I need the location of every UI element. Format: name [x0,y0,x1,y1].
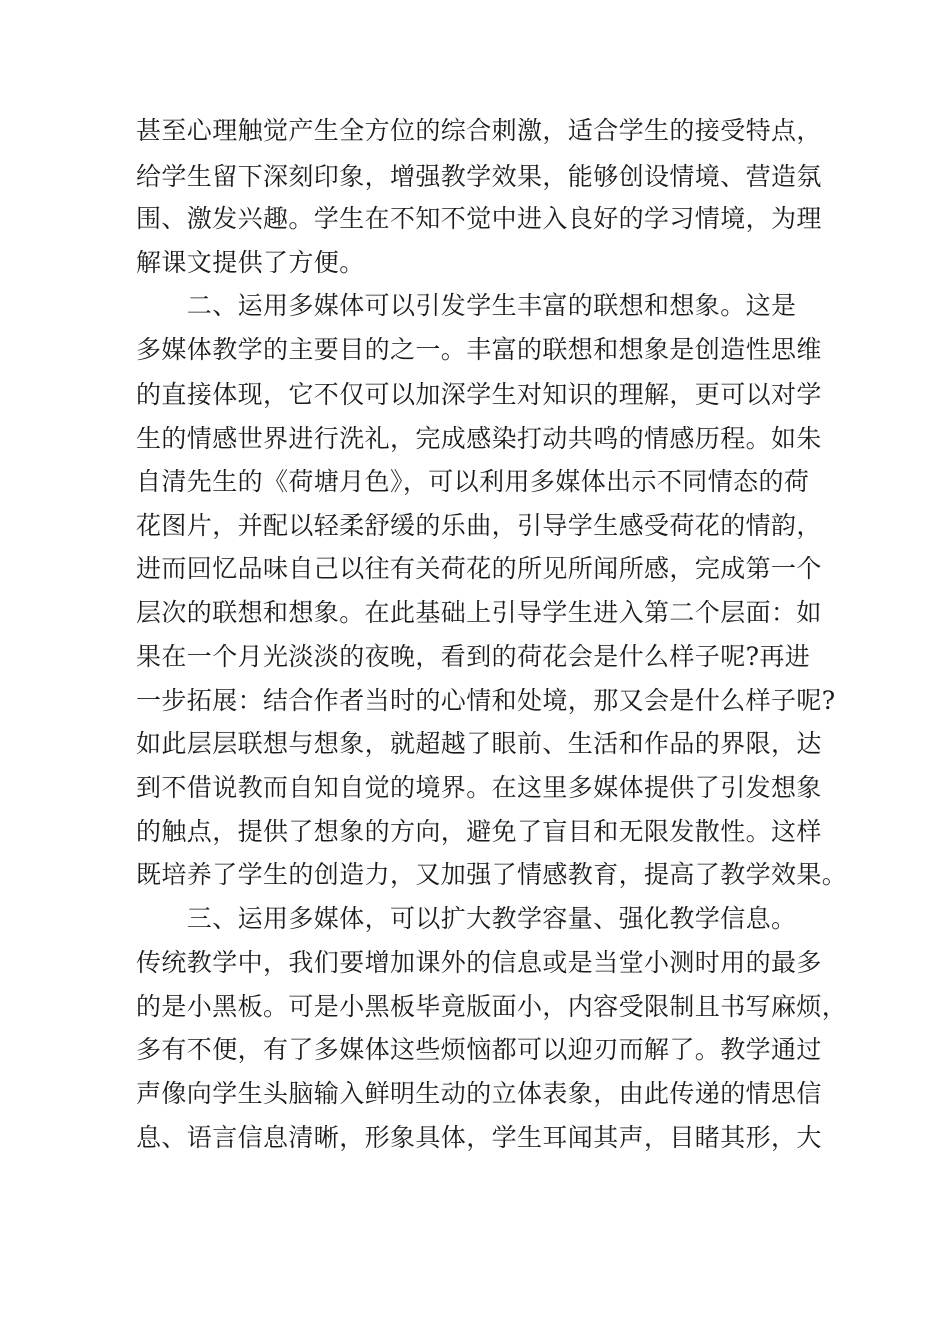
text-line: 的直接体现，它不仅可以加深学生对知识的理解，更可以对学 [136,380,822,409]
text-line: 如此层层联想与想象，就超越了眼前、生活和作品的界限，达 [136,729,822,758]
text-line: 到不借说教而自知自觉的境界。在这里多媒体提供了引发想象 [136,773,822,802]
text-line: 甚至心理触觉产生全方位的综合刺激，适合学生的接受特点， [136,116,822,145]
text-line: 多媒体教学的主要目的之一。丰富的联想和想象是创造性思维 [136,335,822,364]
text-line: 三、运用多媒体，可以扩大教学容量、强化教学信息。 [136,904,797,933]
text-line: 的触点，提供了想象的方向，避免了盲目和无限发散性。这样 [136,817,822,846]
text-line: 息、语言信息清晰，形象具体，学生耳闻其声，目睹其形，大 [136,1123,822,1152]
text-line: 果在一个月光淡淡的夜晚，看到的荷花会是什么样子呢?再进 [136,642,811,671]
text-line: 围、激发兴趣。学生在不知不觉中进入良好的学习情境，为理 [136,204,822,233]
text-line: 二、运用多媒体可以引发学生丰富的联想和想象。这是 [136,291,797,320]
text-line: 花图片，并配以轻柔舒缓的乐曲，引导学生感受荷花的情韵， [136,511,822,540]
text-line: 解课文提供了方便。 [136,248,365,277]
text-line: 生的情感世界进行洗礼，完成感染打动共鸣的情感历程。如朱 [136,424,822,453]
text-line: 多有不便，有了多媒体这些烦恼都可以迎刃而解了。教学通过 [136,1035,822,1064]
text-line: 传统教学中，我们要增加课外的信息或是当堂小测时用的最多 [136,948,822,977]
text-line: 进而回忆品味自己以往有关荷花的所见所闻所感，完成第一个 [136,554,822,583]
text-line: 一步拓展：结合作者当时的心情和处境，那又会是什么样子呢? [136,686,836,715]
text-line: 既培养了学生的创造力，又加强了情感教育，提高了教学效果。 [136,860,848,889]
text-line: 层次的联想和想象。在此基础上引导学生进入第二个层面：如 [136,598,822,627]
text-line: 的是小黑板。可是小黑板毕竟版面小，内容受限制且书写麻烦， [136,992,848,1021]
text-line: 给学生留下深刻印象，增强教学效果，能够创设情境、营造氛 [136,162,822,191]
text-line: 声像向学生头脑输入鲜明生动的立体表象，由此传递的情思信 [136,1079,822,1108]
text-line: 自清先生的《荷塘月色》，可以利用多媒体出示不同情态的荷 [136,467,810,496]
